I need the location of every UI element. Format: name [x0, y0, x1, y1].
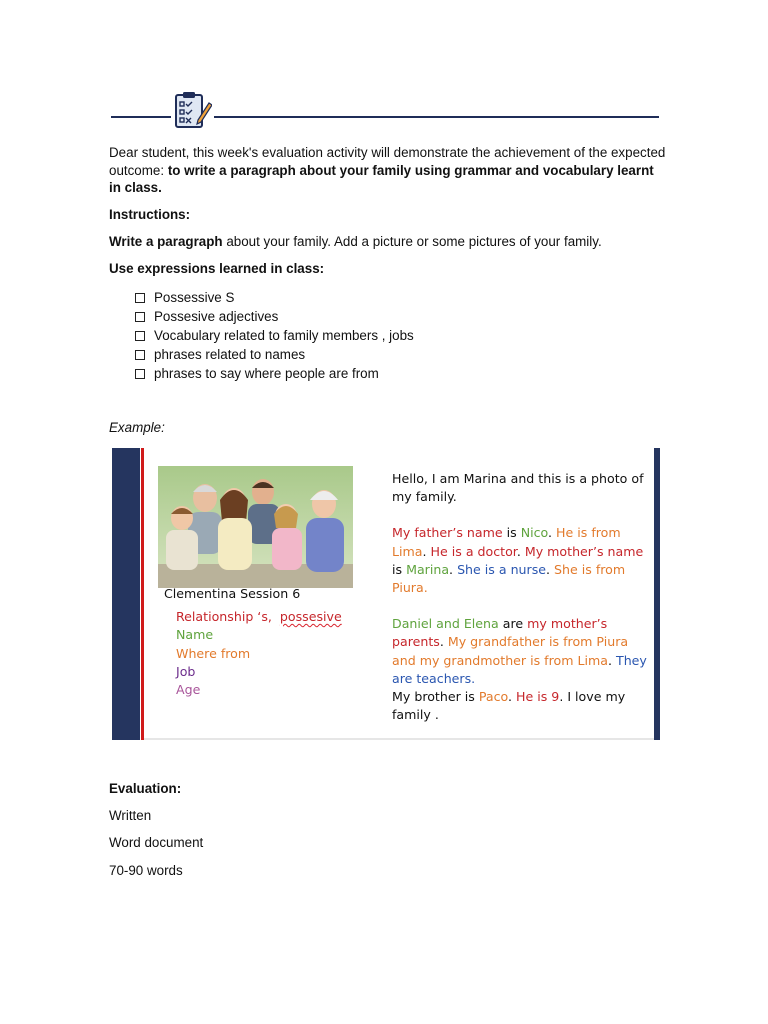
legend-where-from: Where from — [176, 645, 251, 661]
text-segment: . — [516, 543, 525, 559]
text-segment: He is 9 — [516, 689, 560, 705]
text-segment: My brother is — [392, 689, 479, 705]
legend-relationship-text: Relationship ‘s, — [176, 609, 272, 624]
checklist-label: phrases to say where people are from — [154, 366, 379, 381]
checklist-label: Vocabulary related to family members , jobs — [154, 328, 414, 343]
intro-text: Dear student, this week's evaluation activity will demonstrate the achievement of the expected outcome: — [109, 145, 666, 178]
slide-red-stripe — [141, 448, 144, 740]
checklist-item — [135, 345, 414, 364]
slide-right-bar — [654, 448, 660, 740]
color-legend — [176, 608, 342, 699]
checklist-item — [135, 364, 414, 383]
text-segment: is — [392, 561, 407, 577]
checkbox[interactable] — [135, 331, 145, 341]
checklist-item — [135, 307, 414, 326]
slide-bottom-line — [144, 738, 654, 740]
text-segment: She is a nurse — [457, 561, 547, 577]
write-paragraph-rest: about your family. Add a picture or some pictures of your family. — [222, 234, 602, 249]
write-paragraph-bold: Write a paragraph — [109, 234, 223, 249]
text-segment: . — [607, 652, 616, 668]
text-segment: . — [422, 543, 431, 559]
text-segment: He is from Lima — [392, 525, 621, 559]
slide-left-bar — [112, 448, 140, 740]
text-segment: Daniel and Elena — [392, 616, 499, 632]
checkbox[interactable] — [135, 293, 145, 303]
checklist-label: Possesive adjectives — [154, 309, 279, 324]
evaluation-item-format: Word document — [109, 835, 204, 850]
session-title: Clementina Session 6 — [164, 586, 301, 601]
example-slide — [112, 448, 660, 740]
text-segment: is — [506, 525, 521, 541]
text-segment: . — [508, 689, 517, 705]
legend-possesive-text: possesive — [279, 609, 342, 624]
text-segment: . — [546, 561, 555, 577]
checklist-item — [135, 288, 414, 307]
text-segment: . I love my family . — [392, 689, 626, 723]
paragraph-1: Hello, I am Marina and this is a photo of my family. — [392, 471, 644, 505]
expressions-checklist — [135, 288, 414, 383]
example-label: Example: — [109, 420, 165, 435]
header-rule-left — [111, 116, 171, 118]
checkbox[interactable] — [135, 312, 145, 322]
text-segment: . — [449, 561, 458, 577]
text-segment: . — [548, 525, 557, 541]
clipboard-checklist-icon — [172, 90, 212, 130]
text-segment: Nico — [520, 525, 549, 541]
paragraph-2 — [392, 524, 647, 597]
text-segment: She is from Piura. — [392, 561, 626, 596]
evaluation-heading: Evaluation: — [109, 781, 182, 796]
text-segment: my mother’s parents — [392, 616, 608, 650]
text-segment: My mother’s name — [524, 543, 644, 559]
header-rule-right — [214, 116, 659, 118]
legend-relationship — [176, 608, 342, 626]
legend-name: Name — [176, 627, 214, 643]
text-segment: Marina — [406, 561, 450, 577]
intro-outcome: to write a paragraph about your family using grammar and vocabulary learnt in class. — [109, 162, 654, 195]
example-paragraph — [392, 470, 647, 724]
paragraph-3 — [392, 615, 647, 724]
checklist-label: phrases related to names — [154, 347, 306, 362]
text-segment: They are teachers. — [392, 652, 647, 686]
checkbox[interactable] — [135, 369, 145, 379]
text-segment: . — [439, 634, 448, 650]
text-segment: He is a doctor — [430, 543, 517, 559]
family-photo — [158, 466, 353, 588]
checklist-item — [135, 326, 414, 345]
evaluation-item-length: 70-90 words — [109, 863, 183, 878]
intro-paragraph — [109, 144, 669, 197]
instructions-heading: Instructions: — [109, 207, 191, 222]
text-segment: My grandfather is from Piura and my grandmother is from Lima — [392, 634, 629, 668]
evaluation-item-written: Written — [109, 808, 152, 823]
legend-job: Job — [176, 663, 196, 679]
checkbox[interactable] — [135, 350, 145, 360]
write-paragraph-line — [109, 233, 669, 251]
text-segment: My father’s name — [392, 525, 507, 541]
legend-age: Age — [176, 682, 201, 698]
checklist-label: Possessive S — [154, 290, 235, 305]
use-expressions-heading: Use expressions learned in class: — [109, 261, 325, 276]
text-segment: are — [498, 616, 528, 632]
text-segment: Paco — [478, 689, 508, 705]
